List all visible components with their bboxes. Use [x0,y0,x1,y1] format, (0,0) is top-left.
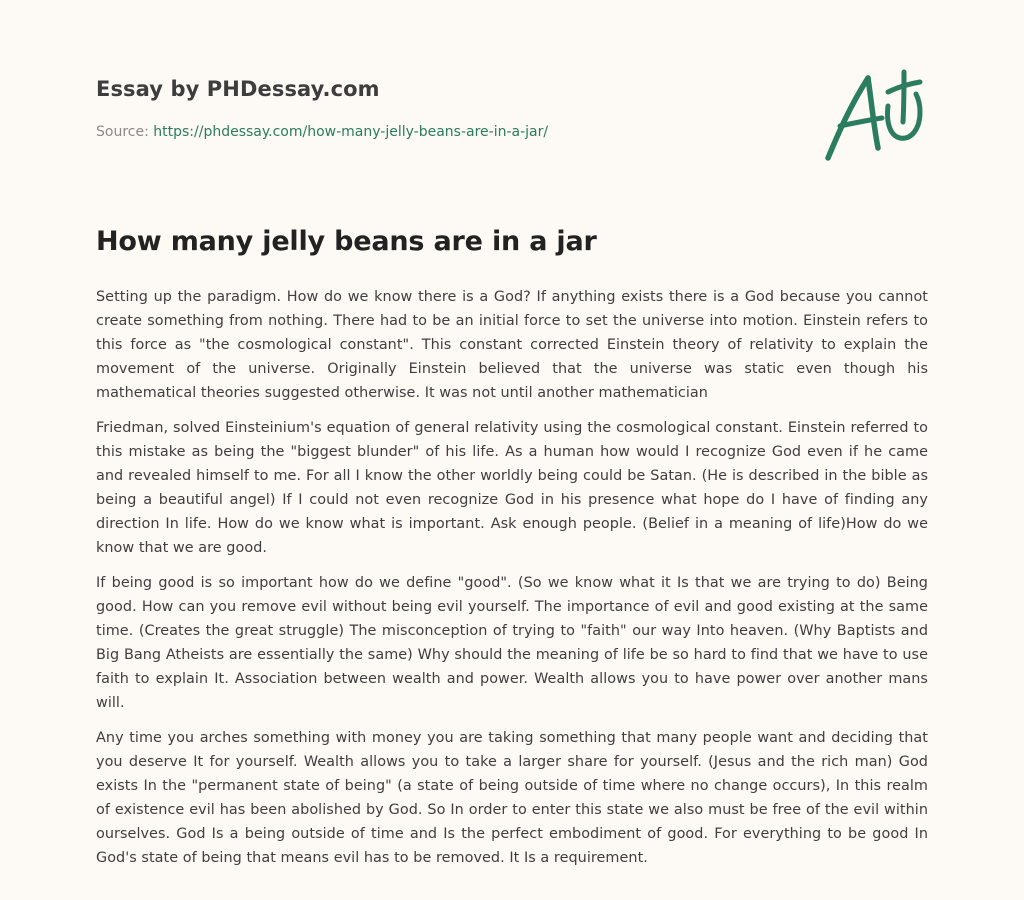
essay-page [96,0,928,900]
essay-paragraph: If being good is so important how do we define "good". (So we know what it Is that we are trying to do) Being good. How can you remove evil without being evil yourself. The importance of evil and good existing at the same time. (Creates the great struggle) The misconception of trying to "faith" our way Into heaven. (Why Baptists and Big Bang Atheists are essentially the same) Why should the meaning of life be so hard to find that we have to use faith to explain It. Association between wealth and power. Wealth allows you to have power over another mans will. [96,575,928,711]
site-title: Essay by PHDessay.com [96,77,380,101]
essay-paragraph: Any time you arches something with money you are taking something that many people want and deciding that you deserve It for yourself. Wealth allows you to take a larger share for yourself. (Jesus and the rich man) God exists In the "permanent state of being" (a state of being outside of time where no change occurs), In this realm of existence evil has been abolished by God. So In order to enter this state we also must be free of the evil within ourselves. God Is a being outside of time and Is the perfect embodiment of good. For everything to be good In God's state of being that means evil has to be removed. It Is a requirement. [96,730,928,866]
essay-title: How many jelly beans are in a jar [96,226,597,257]
source-label: Source: [96,124,149,140]
essay-paragraph: Setting up the paradigm. How do we know there is a God? If anything exists there is a God because you cannot create something from nothing. There had to be an initial force to set the universe into motion. Einstein refers to this force as "the cosmological constant". This constant corrected Einstein theory of relativity to explain the movement of the universe. Originally Einstein believed that the universe was static even though his mathematical theories suggested otherwise. It was not until another mathematician [96,289,928,401]
a-plus-grade-icon [824,66,932,166]
essay-paragraph: Friedman, solved Einsteinium's equation of general relativity using the cosmological constant. Einstein referred to this mistake as being the "biggest blunder" of his life. As a human how would I recognize God even if he came and revealed himself to me. For all I know the other worldly being could be Satan. (He is described in the bible as being a beautiful angel) If I could not even recognize God in his presence what hope do I have of finding any direction In life. How do we know what is important. Ask enough people. (Belief in a meaning of life)How do we know that we are good. [96,420,928,556]
source-line [96,124,548,140]
source-link[interactable]: https://phdessay.com/how-many-jelly-beans-are-in-a-jar/ [153,124,549,140]
essay-body [96,285,928,881]
